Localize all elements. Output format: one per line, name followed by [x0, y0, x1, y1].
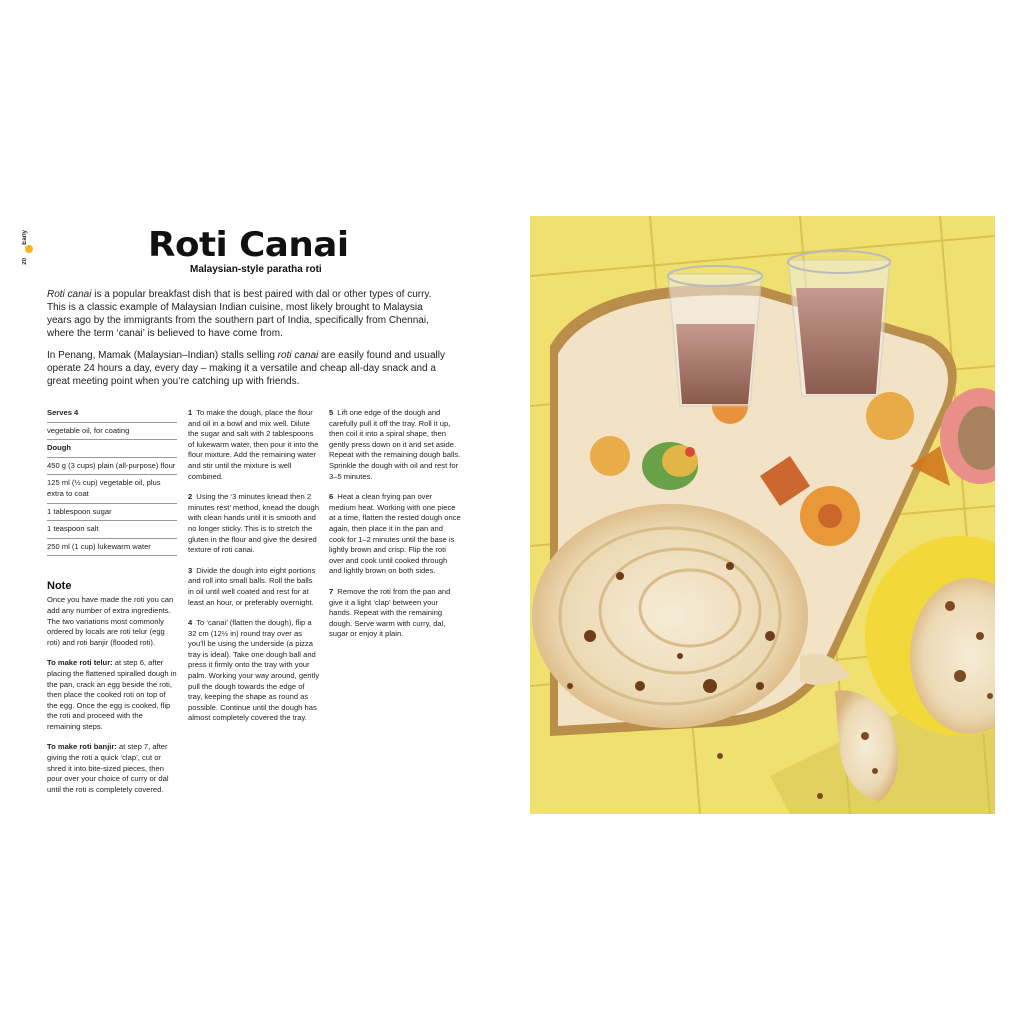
step-number: 3	[188, 565, 193, 575]
ingredient-group-header: Dough	[47, 440, 177, 458]
method-step	[188, 566, 320, 608]
method-step	[329, 408, 461, 482]
ingredients-column	[47, 405, 177, 805]
method-step	[188, 408, 320, 482]
note-telur-lead: To make roti telur:	[47, 658, 113, 668]
step-number: 6	[329, 492, 334, 502]
method-column-1	[188, 408, 320, 734]
note-telur-text: at step 6, after placing the flattened spiralled dough in the pan, crack an egg beside the roti, then place the cooked roti on top of the egg. Once the egg is cooked, flip the roti and proceed with the remaining steps.	[47, 658, 177, 731]
step-text: Using the ‘3 minutes knead then 2 minutes rest’ method, knead the dough with clean hands until it is smooth and no longer sticky. This is to stretch the gluten in the flour and give the desired texture of roti canai.	[188, 492, 320, 555]
step-number: 5	[329, 408, 334, 417]
recipe-title: Roti Canai	[148, 225, 349, 265]
ingredient-item: 1 tablespoon sugar	[47, 504, 177, 522]
ingredient-list	[47, 423, 177, 557]
step-text: To ‘canai’ (flatten the dough), flip a 32 cm (12½ in) round tray over as you’ll be using the underside (a pizza tray is ideal). Take one dough ball and press it firmly onto the tray with your palm. Working your way around, gently pull the dough towards the edge of tray, keeping the shape as round as possible. Continue until the dough has almost completely covered the tray.	[188, 618, 320, 723]
intro-lead: Roti canai	[47, 289, 92, 300]
section-dot-icon	[25, 245, 33, 253]
note-telur	[47, 658, 177, 732]
step-text: Divide the dough into eight portions and roll into small balls. Roll the balls in oil until well coated and rest for at least an hour, or preferably overnight.	[188, 565, 316, 607]
intro-emphasis: roti canai	[277, 350, 319, 361]
step-number: 7	[329, 586, 334, 596]
page-number: 20	[22, 258, 28, 265]
intro-text: is a popular breakfast dish that is best paired with dal or other types of curry. This is a classic example of Malaysian Indian cuisine, most likely brought to Malaysia years ago by the immigrants from the southern part of India, specifically from Chennai, where the term ‘canai’ is believed to have come from.	[47, 289, 432, 339]
step-text: To make the dough, place the flour and oil in a bowl and mix well. Dilute the sugar and salt with 2 tablespoons of lukewarm water, then pour it into the flour mixture. Add the remaining water and stir until the mixture is well combined.	[188, 408, 319, 481]
step-text: Lift one edge of the dough and carefully pull it off the tray. Roll it up, then coil it into a spiral shape, then gently press down on it and set aside. Repeat with the remaining dough balls. Sprinkle the dough with oil and rest for 3–5 minutes.	[329, 408, 461, 481]
method-step	[188, 492, 320, 556]
intro-text: are easily found and usually operate 24 hours a day, every day – making it a versatile and cheap all-day snack and a great meeting point when you’re catching up with friends.	[47, 350, 445, 387]
method-step	[329, 587, 461, 640]
intro-text: In Penang, Mamak (Malaysian–Indian) stalls selling	[47, 350, 278, 361]
method-column-2	[329, 408, 461, 650]
ingredient-item: vegetable oil, for coating	[47, 423, 177, 441]
ingredient-item: 1 teaspoon salt	[47, 521, 177, 539]
ingredient-item: 450 g (3 cups) plain (all-purpose) flour	[47, 458, 177, 476]
note-title: Note	[47, 580, 72, 593]
note-banjir-text: at step 7, after giving the roti a quick ‘clap’, cut or shred it into bite-sized pieces, then pour over your choice of curry or dal until the roti is completely covered.	[47, 742, 169, 794]
ingredient-item: 125 ml (½ cup) vegetable oil, plus extra to coat	[47, 475, 177, 503]
step-number: 1	[188, 408, 193, 417]
intro-paragraph-2	[47, 349, 447, 388]
recipe-intro	[47, 288, 447, 397]
step-number: 4	[188, 618, 193, 628]
roti-photo-illustration	[530, 216, 995, 814]
recipe-subtitle: Malaysian-style paratha roti	[190, 264, 322, 275]
serves-label: Serves 4	[47, 405, 177, 423]
ingredient-item: 250 ml (1 cup) lukewarm water	[47, 539, 177, 557]
step-text: Remove the roti from the pan and give it a light ‘clap’ between your hands. Repeat with the remaining dough. Serve warm with curry, dal, sugar or enjoy it plain.	[329, 586, 451, 639]
step-number: 2	[188, 492, 193, 502]
note-banjir-lead: To make roti banjir:	[47, 742, 117, 752]
method-step	[329, 492, 461, 577]
note-banjir	[47, 742, 177, 795]
step-text: Heat a clean frying pan over medium heat. Working with one piece at a time, flatten the rested dough once again, then place it in the pan and cook for 1–2 minutes until the base is lightly brown and crisp. Flip the roti over and cook until cooked through and lightly brown on both sides.	[329, 492, 461, 576]
recipe-photo	[530, 216, 995, 814]
note-text: Once you have made the roti you can add any number of extra ingredients. The two variations most commonly ordered by locals are roti telur (egg roti) and roti banjir (flooded roti).	[47, 595, 174, 647]
method-step	[188, 618, 320, 724]
section-label: Early	[22, 230, 28, 245]
intro-paragraph-1	[47, 288, 447, 340]
